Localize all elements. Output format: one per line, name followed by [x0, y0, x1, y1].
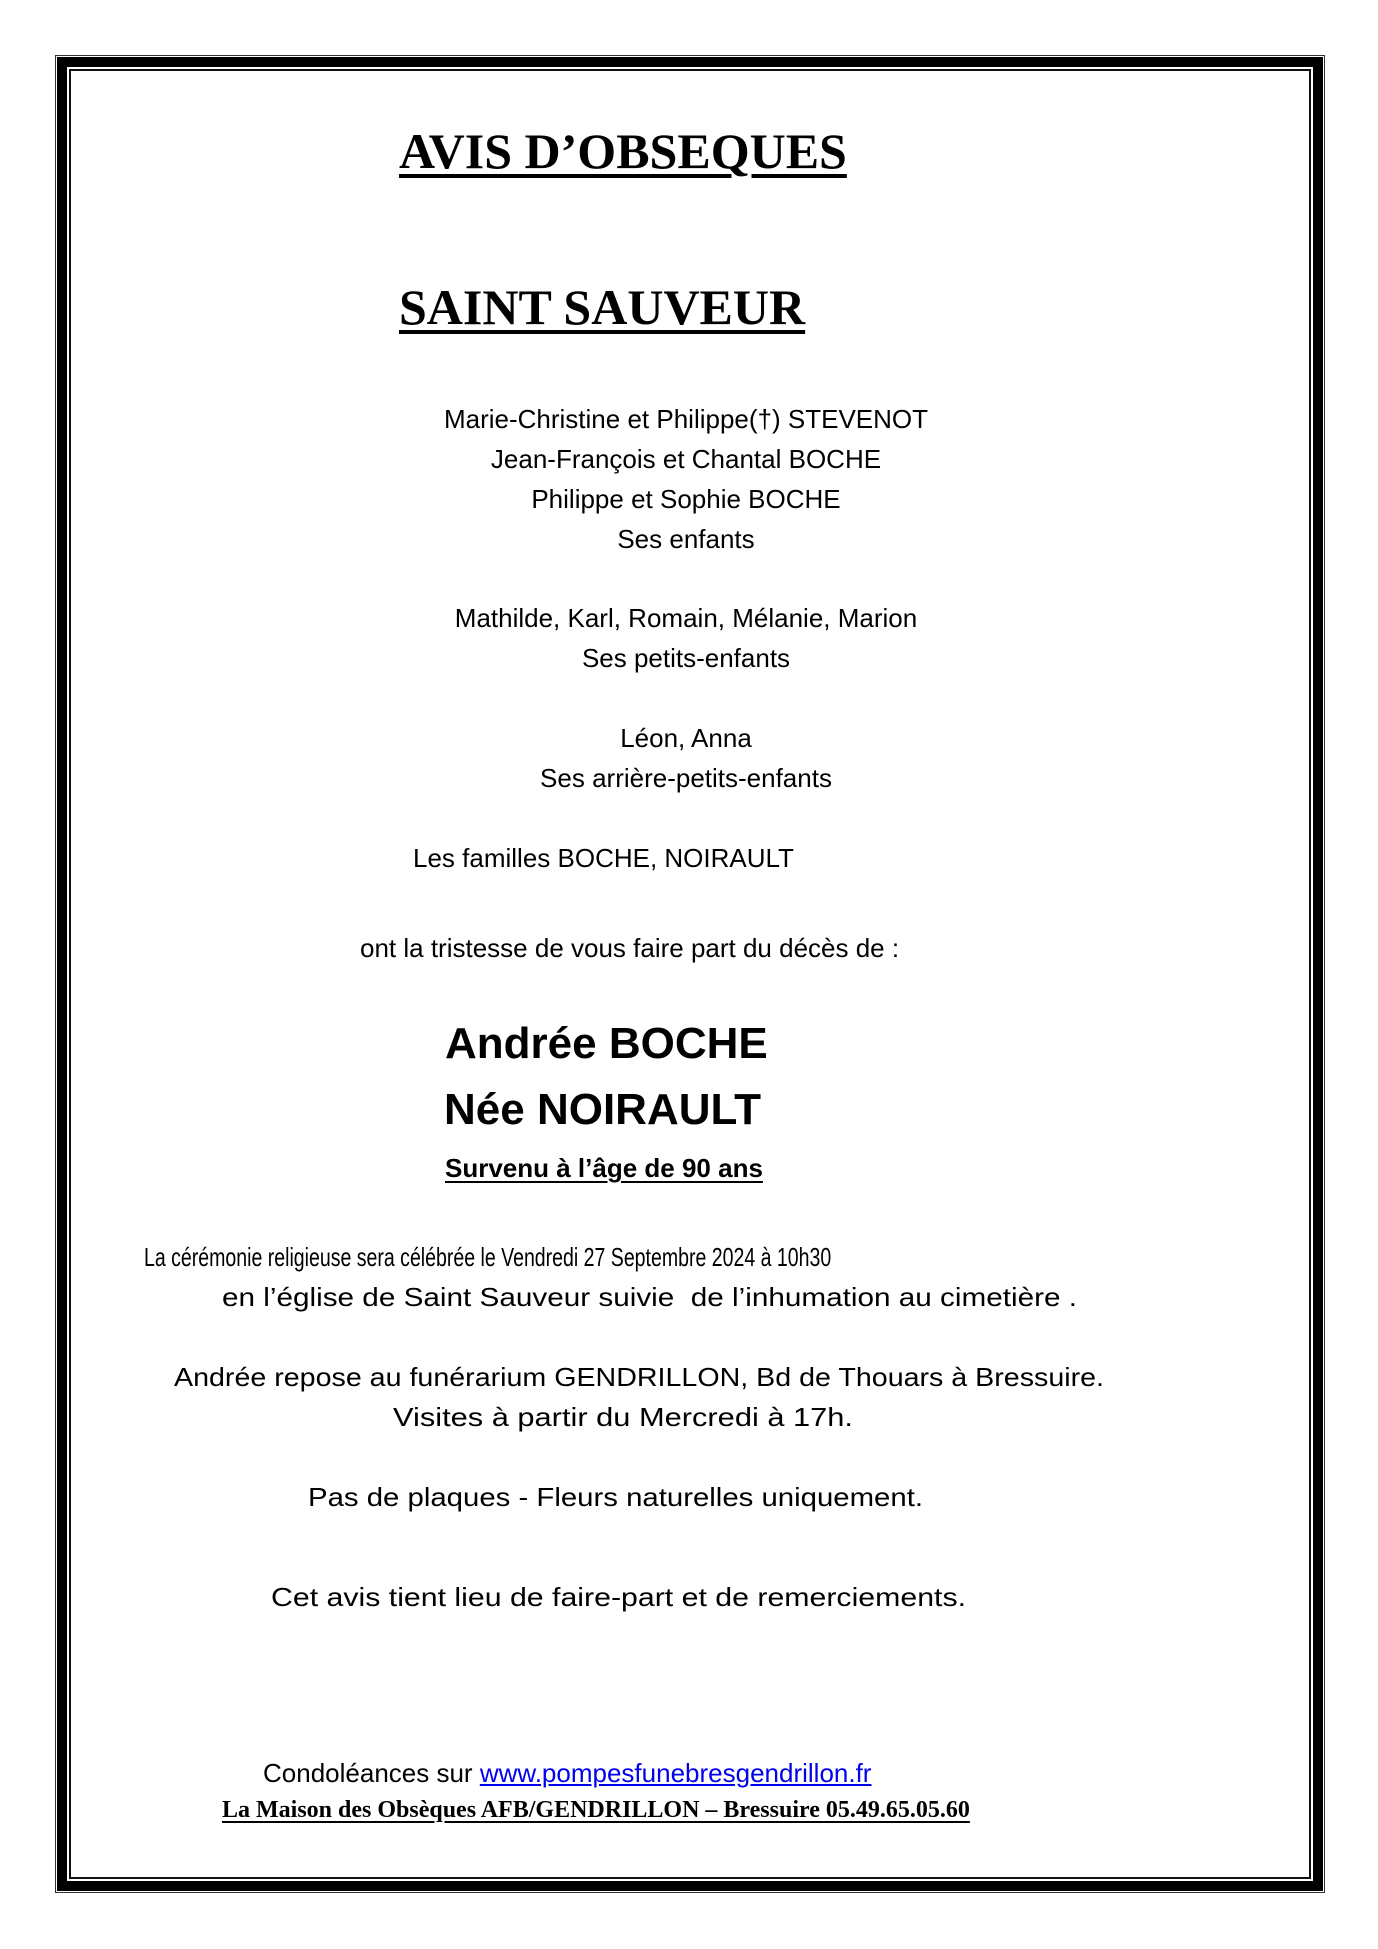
- child-line-2: Jean-François et Chantal BOCHE: [490, 444, 882, 474]
- ceremony-line-1: La cérémonie religieuse sera célébrée le Vendredi 27 Septembre 2024 à 10h30: [144, 1242, 832, 1272]
- maiden-name: Née NOIRAULT: [444, 1085, 761, 1134]
- age-line: Survenu à l’âge de 90 ans: [445, 1153, 763, 1183]
- children-label: Ses enfants: [617, 524, 755, 554]
- child-line-3: Philippe et Sophie BOCHE: [531, 484, 841, 514]
- condolences-prefix: Condoléances sur: [263, 1758, 480, 1788]
- repose-line-1: Andrée repose au funérarium GENDRILLON, Bd de Thouars à Bressuire.: [174, 1362, 1104, 1392]
- great-grandchildren-names: Léon, Anna: [620, 723, 752, 753]
- condolences-link[interactable]: www.pompesfunebresgendrillon.fr: [479, 1758, 872, 1788]
- grandchildren-names: Mathilde, Karl, Romain, Mélanie, Marion: [454, 603, 918, 633]
- funeral-home-footer: La Maison des Obsèques AFB/GENDRILLON – Bressuire 05.49.65.05.60: [222, 1797, 970, 1823]
- condolences-line: [263, 1760, 871, 1786]
- deceased-name: Andrée BOCHE: [445, 1019, 768, 1068]
- flowers-line: Pas de plaques - Fleurs naturelles uniquement.: [308, 1482, 923, 1512]
- announcement-line: ont la tristesse de vous faire part du décès de :: [360, 933, 900, 963]
- grandchildren-label: Ses petits-enfants: [581, 643, 791, 673]
- location-title: SAINT SAUVEUR: [399, 279, 806, 335]
- notice-line: Cet avis tient lieu de faire-part et de remerciements.: [271, 1582, 966, 1612]
- repose-line-2: Visites à partir du Mercredi à 17h.: [393, 1402, 853, 1432]
- ceremony-line-2: en l’église de Saint Sauveur suivie de l’inhumation au cimetière .: [222, 1282, 1077, 1312]
- notice-title: AVIS D’OBSEQUES: [399, 123, 847, 179]
- families-line: Les familles BOCHE, NOIRAULT: [413, 843, 794, 873]
- child-line-1: Marie-Christine et Philippe(†) STEVENOT: [443, 404, 929, 434]
- great-grandchildren-label: Ses arrière-petits-enfants: [540, 763, 832, 793]
